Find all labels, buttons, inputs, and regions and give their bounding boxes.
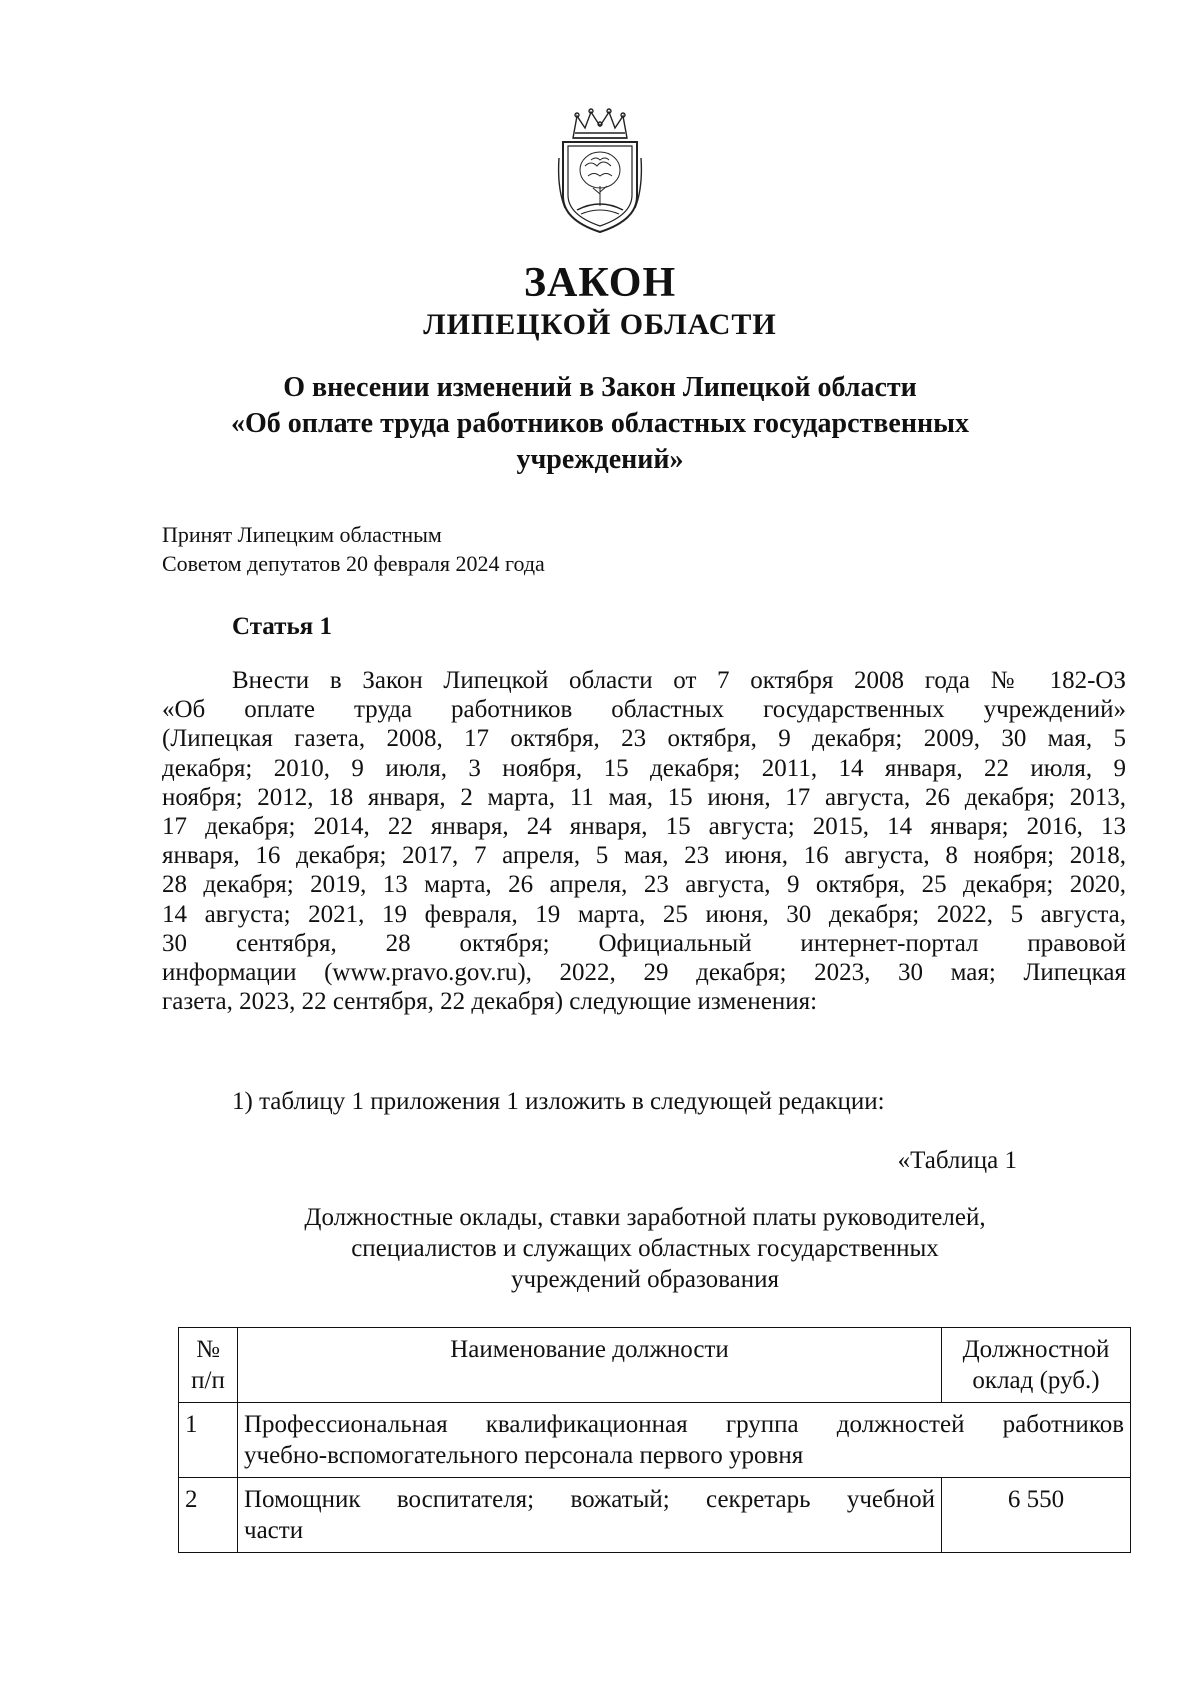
paragraph-line: 17 декабря; 2014, 22 января, 24 января, 15 августа; 2015, 14 января; 2016, 13 (162, 813, 1126, 841)
adoption-note (162, 520, 545, 578)
law-subject-line: О внесении изменений в Закон Липецкой области (283, 372, 917, 403)
coat-of-arms-emblem (555, 108, 645, 236)
law-subject-line: «Об оплате труда работников областных государственных (231, 408, 969, 439)
header-num-line: п/п (191, 1367, 225, 1394)
row-name-line: учебно-вспомогательного персонала первого уровня (244, 1442, 804, 1469)
table-row (179, 1478, 1131, 1553)
law-region: ЛИПЕЦКОЙ ОБЛАСТИ (423, 308, 777, 341)
row-name-cell (238, 1403, 1131, 1478)
table-title-line: специалистов и служащих областных государственных (351, 1235, 939, 1262)
article-paragraph (162, 666, 1126, 1016)
paragraph-line: информации (www.pravo.gov.ru), 2022, 29 декабря; 2023, 30 мая; Липецкая (162, 959, 1126, 987)
row-salary-cell: 6 550 (942, 1478, 1131, 1553)
paragraph-line: декабря; 2010, 9 июля, 3 ноября, 15 декабря; 2011, 14 января, 22 июля, 9 (162, 754, 1126, 782)
row-name-line: Профессиональная квалификационная группа должностей работников (244, 1411, 1124, 1438)
table-title-line: Должностные оклады, ставки заработной платы руководителей, (304, 1204, 986, 1231)
table-row (179, 1403, 1131, 1478)
salary-table (178, 1327, 1131, 1553)
row-num-cell: 2 (179, 1478, 238, 1553)
header-name-cell: Наименование должности (238, 1328, 942, 1403)
row-name-cell (238, 1478, 942, 1553)
article-heading: Статья 1 (232, 613, 332, 640)
table-title (0, 1202, 1200, 1295)
adoption-line: Принят Липецким областным (162, 522, 442, 547)
amendment-item: 1) таблицу 1 приложения 1 изложить в следующей редакции: (232, 1088, 885, 1115)
law-subject (0, 370, 1200, 478)
paragraph-line: 30 сентября, 28 октября; Официальный интернет-портал правовой (162, 929, 1126, 957)
paragraph-line: Внести в Закон Липецкой области от 7 октября 2008 года № 182-ОЗ (232, 667, 1126, 694)
header-salary-line: Должностной (962, 1336, 1110, 1363)
row-name-line: части (244, 1517, 304, 1544)
header-salary-line: оклад (руб.) (972, 1367, 1100, 1394)
table-header-row (179, 1328, 1131, 1403)
row-name-line: Помощник воспитателя; вожатый; секретарь учебной (244, 1486, 935, 1513)
law-subject-line: учреждений» (516, 444, 684, 475)
paragraph-line: «Об оплате труда работников областных государственных учреждений» (162, 696, 1126, 724)
table-label: «Таблица 1 (897, 1147, 1017, 1174)
adoption-line: Советом депутатов 20 февраля 2024 года (162, 551, 545, 576)
paragraph-line: ноября; 2012, 18 января, 2 марта, 11 мая, 15 июня, 17 августа, 26 декабря; 2013, (162, 783, 1126, 811)
row-num-cell: 1 (179, 1403, 238, 1478)
paragraph-line: (Липецкая газета, 2008, 17 октября, 23 октября, 9 декабря; 2009, 30 мая, 5 (162, 725, 1126, 753)
paragraph-line: 28 декабря; 2019, 13 марта, 26 апреля, 23 августа, 9 октября, 25 декабря; 2020, (162, 871, 1126, 899)
header-num-cell (179, 1328, 238, 1403)
header-salary-cell (942, 1328, 1131, 1403)
paragraph-line: газета, 2023, 22 сентября, 22 декабря) следующие изменения: (162, 988, 818, 1016)
table-title-line: учреждений образования (510, 1266, 780, 1293)
header-num-line: № (196, 1336, 220, 1363)
law-title: ЗАКОН (523, 260, 677, 306)
paragraph-line: января, 16 декабря; 2017, 7 апреля, 5 мая, 23 июня, 16 августа, 8 ноября; 2018, (162, 842, 1126, 870)
paragraph-line: 14 августа; 2021, 19 февраля, 19 марта, 25 июня, 30 декабря; 2022, 5 августа, (162, 900, 1126, 928)
